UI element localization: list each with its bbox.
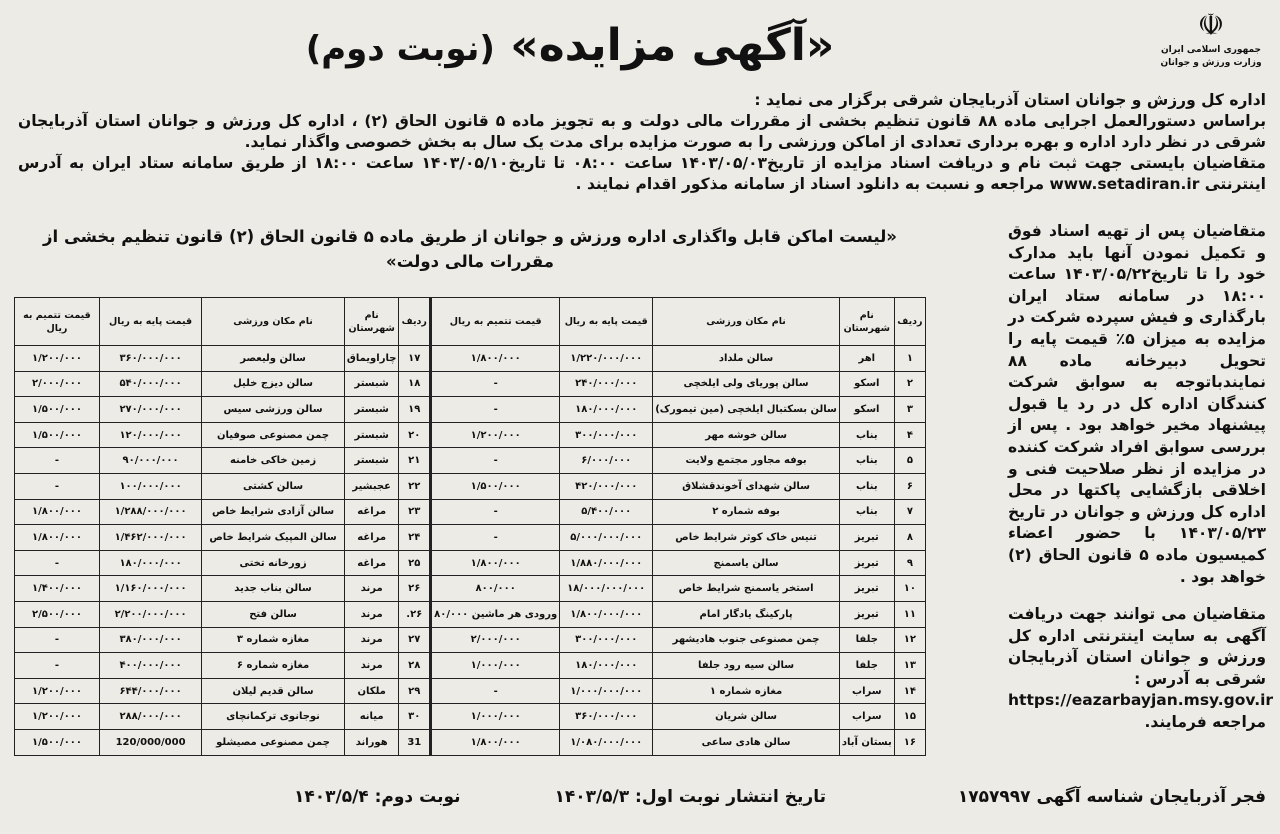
base-price-cell: ۴۰۰/۰۰۰/۰۰۰ [99, 653, 201, 679]
row-number: ۱۸ [399, 371, 431, 397]
place-cell: مغازه شماره ۳ [202, 627, 345, 653]
row-number: ۲۷ [399, 627, 431, 653]
row-number: ۱۶ [894, 729, 925, 755]
place-cell: سالن فتح [202, 601, 345, 627]
row-number: ۲۱ [399, 448, 431, 474]
place-cell: سالن پوریای ولی ایلخچی [653, 371, 840, 397]
tatmim-price-cell: - [431, 678, 560, 704]
base-price-cell: ۳۰۰/۰۰۰/۰۰۰ [560, 422, 653, 448]
city-cell: مراغه [344, 525, 399, 551]
base-price-cell: ۵/۴۰۰/۰۰۰ [560, 499, 653, 525]
place-cell: چمن مصنوعی مصیشلو [202, 729, 345, 755]
city-cell: شبستر [344, 397, 399, 423]
city-cell: سراب [839, 704, 894, 730]
city-cell: بناب [839, 422, 894, 448]
place-cell: سالن دیزج خلیل [202, 371, 345, 397]
table-row [15, 576, 926, 602]
place-cell: چمن مصنوعی جنوب هادیشهر [653, 627, 840, 653]
right-p2-end: مراجعه فرمایند. [1144, 713, 1266, 732]
city-cell: چاراویماق [344, 346, 399, 372]
place-cell: سالن هادی ساعی [653, 729, 840, 755]
city-cell: بناب [839, 448, 894, 474]
base-price-cell: ۶/۰۰۰/۰۰۰ [560, 448, 653, 474]
city-cell: جلفا [839, 627, 894, 653]
place-cell: سالن یاسمنج [653, 550, 840, 576]
place-cell: استخر یاسمنج شرایط خاص [653, 576, 840, 602]
place-cell: سالن ورزشی سیس [202, 397, 345, 423]
page-title [0, 6, 1140, 86]
city-cell: شبستر [344, 371, 399, 397]
row-number: ۱ [894, 346, 925, 372]
row-number: 31 [399, 729, 431, 755]
base-price-cell: ۳۶۰/۰۰۰/۰۰۰ [99, 346, 201, 372]
row-number: ۱۳ [894, 653, 925, 679]
city-cell: شبستر [344, 422, 399, 448]
header-row-no: ردیف [399, 298, 431, 346]
city-cell: اسکو [839, 397, 894, 423]
tatmim-price-cell: ۱/۵۰۰/۰۰۰ [431, 473, 560, 499]
footer-first-date: تاریخ انتشار نوبت اول: ۱۴۰۳/۵/۳ [554, 787, 826, 807]
city-cell: تبریز [839, 550, 894, 576]
right-column [1008, 221, 1274, 734]
table-row [15, 601, 926, 627]
tatmim-price-cell: ۱/۵۰۰/۰۰۰ [15, 729, 100, 755]
table-row [15, 473, 926, 499]
row-number: ۱۱ [894, 601, 925, 627]
city-cell: تبریز [839, 576, 894, 602]
header-place: نام مکان ورزشی [653, 298, 840, 346]
place-cell: سالن ملداد [653, 346, 840, 372]
tatmim-price-cell: ۱/۲۰۰/۰۰۰ [15, 678, 100, 704]
city-cell: بستان آباد [839, 729, 894, 755]
city-cell: تبریز [839, 525, 894, 551]
base-price-cell: ۱۸۰/۰۰۰/۰۰۰ [99, 550, 201, 576]
city-cell: شبستر [344, 448, 399, 474]
place-cell: زورخانه تختی [202, 550, 345, 576]
row-number: ۱۷ [399, 346, 431, 372]
row-number: ۱۰ [894, 576, 925, 602]
base-price-cell: ۱۰۰/۰۰۰/۰۰۰ [99, 473, 201, 499]
tatmim-price-cell: - [431, 499, 560, 525]
city-cell: میانه [344, 704, 399, 730]
footer-ad-id: فجر آذربایجان شناسه آگهی ۱۷۵۷۹۹۷ [957, 787, 1266, 807]
place-cell: نوجانوی ترکمانچای [202, 704, 345, 730]
base-price-cell: ۲۸۸/۰۰۰/۰۰۰ [99, 704, 201, 730]
city-cell: مراغه [344, 550, 399, 576]
place-cell: سالن شریان [653, 704, 840, 730]
table-row [15, 704, 926, 730]
table-header-row [15, 298, 926, 346]
row-number: ۴ [894, 422, 925, 448]
city-cell: اهر [839, 346, 894, 372]
row-number: ۷ [894, 499, 925, 525]
tatmim-price-cell: ۱/۸۰۰/۰۰۰ [431, 346, 560, 372]
tatmim-price-cell: ۱/۵۰۰/۰۰۰ [15, 422, 100, 448]
base-price-cell: ۱/۲۸۸/۰۰۰/۰۰۰ [99, 499, 201, 525]
tatmim-price-cell: ۱/۲۰۰/۰۰۰ [15, 346, 100, 372]
right-p2-text: متقاضیان می توانند جهت دریافت آگهی به سایت اینترنتی اداره کل ورزش و جوانان استان آذربایجان شرقی به آدرس : [1008, 605, 1266, 688]
row-number: ۲۲ [399, 473, 431, 499]
base-price-cell: ۱/۲۲۰/۰۰۰/۰۰۰ [560, 346, 653, 372]
row-number: ۲۶ [399, 576, 431, 602]
base-price-cell: ۱/۰۸۰/۰۰۰/۰۰۰ [560, 729, 653, 755]
row-number: ۲۳ [399, 499, 431, 525]
city-cell: ملکان [344, 678, 399, 704]
header-city: نام شهرستان [839, 298, 894, 346]
base-price-cell: ۲۴۰/۰۰۰/۰۰۰ [560, 371, 653, 397]
city-cell: سراب [839, 678, 894, 704]
base-price-cell: ۱/۴۶۲/۰۰۰/۰۰۰ [99, 525, 201, 551]
intro-p1: اداره کل ورزش و جوانان استان آذربایجان شرقی برگزار می نماید : [754, 91, 1266, 109]
place-cell: سالن کشتی [202, 473, 345, 499]
tatmim-price-cell: - [15, 550, 100, 576]
header-row-no: ردیف [894, 298, 925, 346]
base-price-cell: ۱۸۰/۰۰۰/۰۰۰ [560, 397, 653, 423]
iran-emblem-icon: ☫ [1197, 8, 1225, 43]
header-base-price: قیمت پایه به ریال [99, 298, 201, 346]
base-price-cell: ۳۰۰/۰۰۰/۰۰۰ [560, 627, 653, 653]
header-tatmim-price: قیمت تتمیم به ریال [431, 298, 560, 346]
table-row [15, 346, 926, 372]
table-row [15, 448, 926, 474]
tatmim-price-cell: - [15, 448, 100, 474]
right-p1: متقاضیان پس از تهیه اسناد فوق و تکمیل نمودن آنها باید مدارک خود را تا تاریخ۱۴۰۳/۰۵/۲۲ ساعت ۱۸:۰۰ در سامانه ستاد ایران بارگذاری و فیش سپرده شرکت در مزایده به میزان ۵٪ قیمت پایه را تحویل دبیرخانه ماده ۸۸ نمایندباتوجه به سوابق شرکت کنندگان اداره کل در رد یا قبول پیشنهاد مخیر خواهد بود . پس از بررسی سوابق افراد شرکت کننده در مزایده از نظر صلاحیت فنی و اخلاقی بازگشایی پاکتها در محل اداره کل ورزش و جوانان در تاریخ ۱۴۰۳/۰۵/۲۳ با حضور اعضاء کمیسیون ماده ۵ قانون الحاق (۲) خواهد بود . [1008, 222, 1266, 586]
place-cell: مغازه شماره ۱ [653, 678, 840, 704]
title-text: «آگهی مزایده» [510, 20, 835, 71]
tatmim-price-cell: ۱/۸۰۰/۰۰۰ [431, 550, 560, 576]
place-cell: سالن خوشه مهر [653, 422, 840, 448]
tatmim-price-cell: ۱/۰۰۰/۰۰۰ [431, 653, 560, 679]
place-cell: بوفه مجاور مجتمع ولایت [653, 448, 840, 474]
city-cell: بناب [839, 499, 894, 525]
tatmim-price-cell: ۱/۸۰۰/۰۰۰ [15, 499, 100, 525]
tatmim-price-cell: ۱/۲۰۰/۰۰۰ [15, 704, 100, 730]
place-cell: سالن بناب جدید [202, 576, 345, 602]
base-price-cell: ۳۸۰/۰۰۰/۰۰۰ [99, 627, 201, 653]
tatmim-price-cell: ۱/۸۰۰/۰۰۰ [15, 525, 100, 551]
tatmim-price-cell: ۱/۵۰۰/۰۰۰ [15, 397, 100, 423]
place-cell: بوفه شماره ۲ [653, 499, 840, 525]
logo-line-1: جمهوری اسلامی ایران [1160, 45, 1262, 55]
place-cell: سالن قدیم لیلان [202, 678, 345, 704]
place-cell: چمن مصنوعی صوفیان [202, 422, 345, 448]
header-place: نام مکان ورزشی [202, 298, 345, 346]
row-number: ۱۴ [894, 678, 925, 704]
place-cell: زمین خاکی خامنه [202, 448, 345, 474]
row-number: ۲۶. [399, 601, 431, 627]
base-price-cell: ۱۲۰/۰۰۰/۰۰۰ [99, 422, 201, 448]
tatmim-price-cell: - [15, 653, 100, 679]
table-row [15, 653, 926, 679]
base-price-cell: ۱۸/۰۰۰/۰۰۰/۰۰۰ [560, 576, 653, 602]
logo [1156, 8, 1266, 78]
row-number: ۹ [894, 550, 925, 576]
row-number: ۲ [894, 371, 925, 397]
base-price-cell: ۲۷۰/۰۰۰/۰۰۰ [99, 397, 201, 423]
tatmim-price-cell: - [431, 525, 560, 551]
base-price-cell: 120/000/000 [99, 729, 201, 755]
tatmim-price-cell: ۱/۸۰۰/۰۰۰ [431, 729, 560, 755]
tatmim-price-cell: - [431, 397, 560, 423]
city-cell: اسکو [839, 371, 894, 397]
place-cell: پارکینگ یادگار امام [653, 601, 840, 627]
tatmim-price-cell: ۱/۲۰۰/۰۰۰ [431, 422, 560, 448]
website-link[interactable]: https://eazarbayjan.msy.gov.ir [1008, 691, 1274, 710]
city-cell: مرند [344, 627, 399, 653]
header-base-price: قیمت پایه به ریال [560, 298, 653, 346]
footer-second-date: نوبت دوم: ۱۴۰۳/۵/۴ [294, 787, 461, 807]
city-cell: بناب [839, 473, 894, 499]
header-tatmim-price: قیمت تتمیم به ریال [15, 298, 100, 346]
base-price-cell: ۶۴۴/۰۰۰/۰۰۰ [99, 678, 201, 704]
table-row [15, 499, 926, 525]
city-cell: تبریز [839, 601, 894, 627]
base-price-cell: ۴۲۰/۰۰۰/۰۰۰ [560, 473, 653, 499]
row-number: ۱۲ [894, 627, 925, 653]
table-row [15, 627, 926, 653]
venues-table [14, 297, 926, 756]
tatmim-price-cell: ۲/۰۰۰/۰۰۰ [15, 371, 100, 397]
tatmim-price-cell: ورودی هر ماشین ۸۰/۰۰۰ [431, 601, 560, 627]
city-cell: مرند [344, 601, 399, 627]
base-price-cell: ۵۴۰/۰۰۰/۰۰۰ [99, 371, 201, 397]
table-row [15, 525, 926, 551]
place-cell: سالن بسکتبال ایلخچی (مین تیمورک) [653, 397, 840, 423]
city-cell: مراغه [344, 499, 399, 525]
place-cell: سالن سیه رود جلفا [653, 653, 840, 679]
tatmim-price-cell: - [15, 473, 100, 499]
base-price-cell: ۱۸۰/۰۰۰/۰۰۰ [560, 653, 653, 679]
tatmim-price-cell: ۱/۰۰۰/۰۰۰ [431, 704, 560, 730]
tatmim-price-cell: - [15, 627, 100, 653]
base-price-cell: ۱/۱۶۰/۰۰۰/۰۰۰ [99, 576, 201, 602]
intro-p2: براساس دستورالعمل اجرایی ماده ۸۸ قانون تنظیم بخشی از مقررات مالی دولت و به تجویز ماده ۵ قانون الحاق (۲) ، اداره کل ورزش و جوانان استان آذربایجان شرقی در نظر دارد اداره و بهره برداری تعدادی از اماکن ورزشی را به صورت مزایده برای مدت یک سال به بخش خصوصی واگذار نماید. [18, 112, 1267, 151]
place-cell: سالن المپیک شرایط خاص [202, 525, 345, 551]
row-number: ۲۸ [399, 653, 431, 679]
row-number: ۲۴ [399, 525, 431, 551]
row-number: ۳۰ [399, 704, 431, 730]
row-number: ۸ [894, 525, 925, 551]
city-cell: مرند [344, 576, 399, 602]
table-row [15, 550, 926, 576]
intro-p3: متقاضیان بایستی جهت ثبت نام و دریافت اسناد مزایده از تاریخ۱۴۰۳/۰۵/۰۳ ساعت ۰۸:۰۰ تا تاریخ۱۴۰۳/۰۵/۱۰ ساعت ۱۸:۰۰ از طریق سامانه ستاد ایران به آدرس اینترنتی www.setadiran.ir مراجعه و نسبت به دانلود اسناد از سامانه مذکور اقدام نمایند . [18, 154, 1266, 193]
place-cell: سالن ولیعصر [202, 346, 345, 372]
right-p2 [1008, 604, 1274, 734]
row-number: ۲۰ [399, 422, 431, 448]
table-row [15, 729, 926, 755]
tatmim-price-cell: ۲/۰۰۰/۰۰۰ [431, 627, 560, 653]
list-title: «لیست اماکن قابل واگذاری اداره ورزش و جوانان از طریق ماده ۵ قانون الحاق (۲) قانون تنظیم بخشی از مقررات مالی دولت» [43, 227, 897, 271]
base-price-cell: ۹۰/۰۰۰/۰۰۰ [99, 448, 201, 474]
table-row [15, 678, 926, 704]
city-cell: جلفا [839, 653, 894, 679]
header-city: نام شهرستان [344, 298, 399, 346]
base-price-cell: ۱/۰۰۰/۰۰۰/۰۰۰ [560, 678, 653, 704]
base-price-cell: ۳۶۰/۰۰۰/۰۰۰ [560, 704, 653, 730]
tatmim-price-cell: - [431, 448, 560, 474]
base-price-cell: ۱/۸۰۰/۰۰۰/۰۰۰ [560, 601, 653, 627]
tatmim-price-cell: ۱/۴۰۰/۰۰۰ [15, 576, 100, 602]
logo-line-2: وزارت ورزش و جوانان [1160, 58, 1262, 68]
table-row [15, 422, 926, 448]
place-cell: سالن شهدای آخوندقشلاق [653, 473, 840, 499]
row-number: ۲۵ [399, 550, 431, 576]
row-number: ۱۵ [894, 704, 925, 730]
tatmim-price-cell: - [431, 371, 560, 397]
city-cell: مرند [344, 653, 399, 679]
place-cell: مغازه شماره ۶ [202, 653, 345, 679]
base-price-cell: ۲/۲۰۰/۰۰۰/۰۰۰ [99, 601, 201, 627]
tatmim-price-cell: ۲/۵۰۰/۰۰۰ [15, 601, 100, 627]
base-price-cell: ۵/۰۰۰/۰۰۰/۰۰۰ [560, 525, 653, 551]
row-number: ۶ [894, 473, 925, 499]
row-number: ۲۹ [399, 678, 431, 704]
table-row [15, 371, 926, 397]
place-cell: سالن آزادی شرایط خاص [202, 499, 345, 525]
tatmim-price-cell: ۸۰۰/۰۰۰ [431, 576, 560, 602]
city-cell: هوراند [344, 729, 399, 755]
row-number: ۱۹ [399, 397, 431, 423]
table-row [15, 397, 926, 423]
title-subtitle: (نوبت دوم) [305, 29, 495, 69]
base-price-cell: ۱/۸۸۰/۰۰۰/۰۰۰ [560, 550, 653, 576]
row-number: ۵ [894, 448, 925, 474]
footer [14, 783, 1266, 811]
row-number: ۳ [894, 397, 925, 423]
place-cell: تنیس خاک کوثر شرایط خاص [653, 525, 840, 551]
city-cell: عجبشیر [344, 473, 399, 499]
intro-section [18, 90, 1266, 195]
